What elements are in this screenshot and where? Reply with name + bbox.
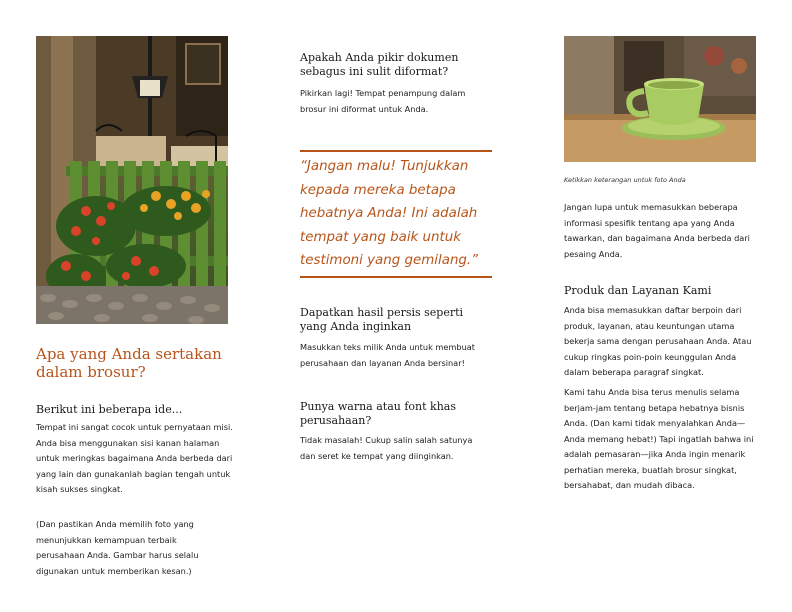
middle-paragraph-1: Pikirkan lagi! Tempat penampung dalam brosur ini diformat untuk Anda. <box>300 88 466 114</box>
left-paragraph-1: Tempat ini sangat cocok untuk pernyataan misi. Anda bisa menggunakan sisi kanan halaman untuk meringkas bagaimana Anda berbeda dari yang lain dan gunakanlah bagian tengah untuk kisah sukses singkat. <box>36 422 233 494</box>
left-paragraph-2: (Dan pastikan Anda memilih foto yang menunjukkan kemampuan terbaik perusahaan Anda. Gambar harus selalu digunakan untuk memberikan kesan.) <box>36 519 199 576</box>
right-paragraph-3: Kami tahu Anda bisa terus menulis selama berjam-jam tentang betapa hebatnya bisnis Anda. (Dan kami tidak menyalahkan Anda—Anda memang hebat!) Tapi ingatlah bahwa ini adalah pemasaran—jika Anda ingin menarik perhatian mereka, buatlah brosur singkat, bersahabat, dan mudah dibaca. <box>564 387 754 490</box>
quote-bottom-rule <box>300 276 492 278</box>
photo-caption: Ketikkan keterangan untuk foto Anda <box>564 176 686 184</box>
coffee-cup-photo <box>564 36 756 162</box>
testimonial-quote: “Jangan malu! Tunjukkan kepada mereka betapa hebatnya Anda! Ini adalah tempat yang baik untuk testimoni yang gemilang.” <box>300 159 479 268</box>
right-heading: Produk dan Layanan Kami <box>564 284 712 297</box>
middle-paragraph-3: Tidak masalah! Cukup salin salah satunya dan seret ke tempat yang diinginkan. <box>300 435 473 461</box>
right-paragraph-1: Jangan lupa untuk memasukkan beberapa informasi spesifik tentang apa yang Anda tawarkan, dan bagaimana Anda berbeda dari pesaing Anda. <box>564 202 750 259</box>
left-heading: Apa yang Anda sertakan dalam brosur? <box>36 345 222 381</box>
middle-heading-2: Dapatkan hasil persis seperti yang Anda inginkan <box>300 306 464 333</box>
left-subheading: Berikut ini beberapa ide... <box>36 403 183 416</box>
quote-top-rule <box>300 150 492 152</box>
middle-heading-3: Punya warna atau font khas perusahaan? <box>300 400 456 427</box>
middle-paragraph-2: Masukkan teks milik Anda untuk membuat perusahaan dan layanan Anda bersinar! <box>300 342 476 368</box>
cafe-photo <box>36 36 228 324</box>
right-paragraph-2: Anda bisa memasukkan daftar berpoin dari produk, layanan, atau keuntungan utama bekerja sama dengan perusahaan Anda. Atau cukup ringkas poin-poin keunggulan Anda dalam beberapa paragraf singkat. <box>564 305 752 377</box>
middle-heading-1: Apakah Anda pikir dokumen sebagus ini sulit diformat? <box>300 51 459 78</box>
